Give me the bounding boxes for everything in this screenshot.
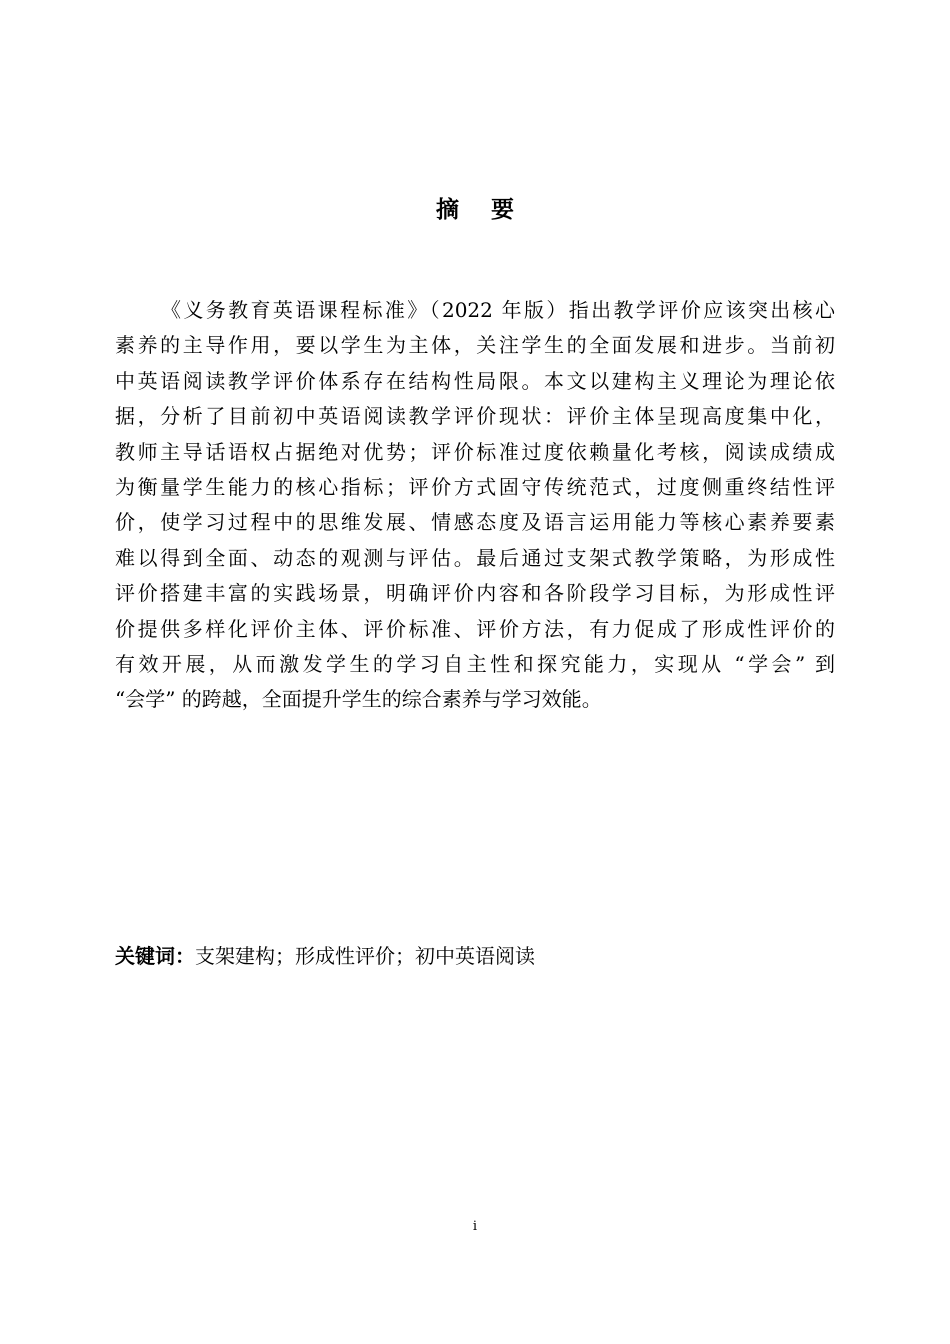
abstract-line: 中英语阅读教学评价体系存在结构性局限。本文以建构主义理论为理论依 bbox=[115, 368, 835, 393]
abstract-line: 价提供多样化评价主体、评价标准、评价方法，有力促成了形成性评价的 bbox=[115, 616, 835, 641]
keywords-value: 支架建构；形成性评价；初中英语阅读 bbox=[195, 944, 535, 968]
abstract-line: 据，分析了目前初中英语阅读教学评价现状：评价主体呈现高度集中化， bbox=[115, 404, 835, 429]
abstract-line: 价，使学习过程中的思维发展、情感态度及语言运用能力等核心素养要素 bbox=[115, 510, 835, 535]
abstract-line: 难以得到全面、动态的观测与评估。最后通过支架式教学策略，为形成性 bbox=[115, 545, 835, 570]
keywords-label: 关键词： bbox=[115, 944, 195, 968]
abstract-line: 教师主导话语权占据绝对优势；评价标准过度依赖量化考核，阅读成绩成 bbox=[115, 439, 835, 464]
abstract-line: 为衡量学生能力的核心指标；评价方式固守传统范式，过度侧重终结性评 bbox=[115, 474, 835, 499]
abstract-line: 有效开展，从而激发学生的学习自主性和探究能力，实现从 “学会” 到 bbox=[115, 651, 835, 676]
keywords bbox=[115, 940, 835, 972]
abstract-line: 《义务教育英语课程标准》（2022 年版）指出教学评价应该突出核心 bbox=[161, 298, 835, 322]
abstract-line: 评价搭建丰富的实践场景，明确评价内容和各阶段学习目标，为形成性评 bbox=[115, 581, 835, 606]
abstract-paragraph bbox=[115, 293, 835, 718]
abstract-line: 素养的主导作用，要以学生为主体，关注学生的全面发展和进步。当前初 bbox=[115, 333, 835, 358]
page-title: 摘 要 bbox=[435, 197, 526, 223]
page-number: i bbox=[472, 1219, 478, 1234]
abstract-line: “会学” 的跨越，全面提升学生的综合素养与学习效能。 bbox=[115, 687, 602, 712]
